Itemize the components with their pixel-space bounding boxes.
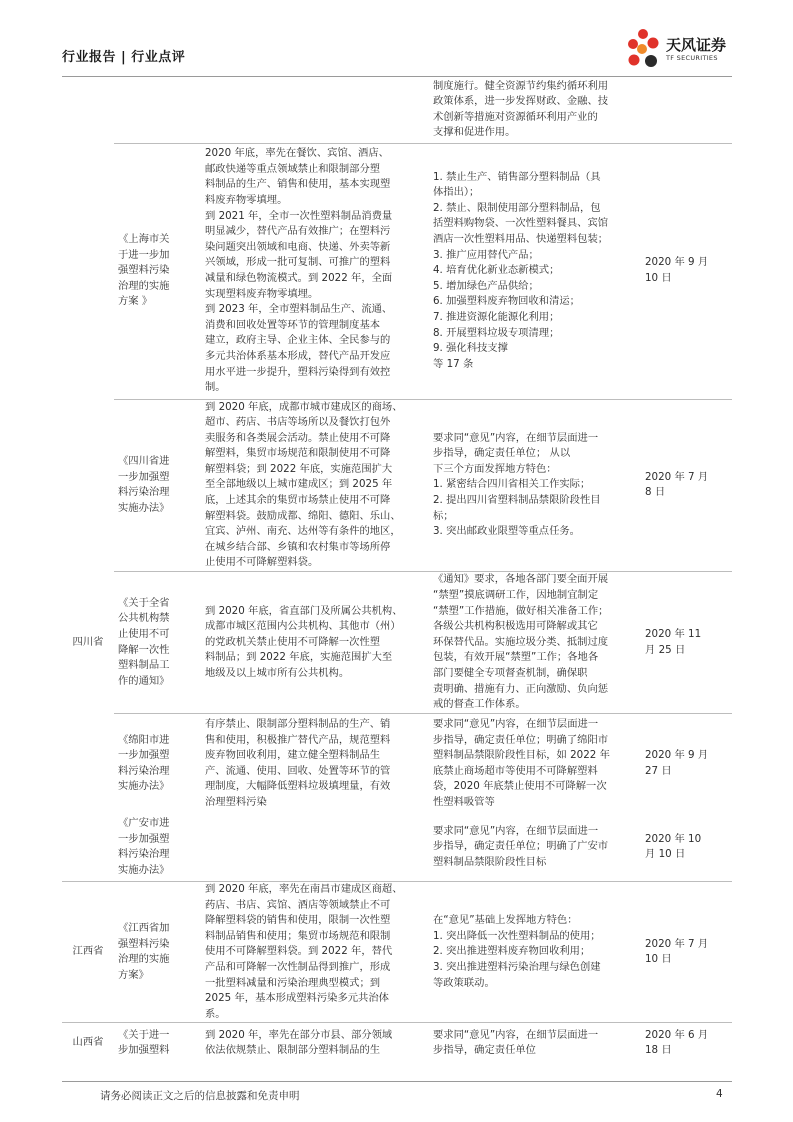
company-logo [626, 28, 738, 72]
goals-cell: 有序禁止、限制部分塑料制品的生产、销 售和使用，积极推广替代产品，规范塑料 废弃物回收利用，建立健全塑料制品生 产、流通、使用、回收、处置等环节的管 理制度，大幅降低塑料垃圾填埋量，有效 治理塑料污染 [202, 714, 430, 814]
date-cell: 2020 年 9 月 27 日 [640, 714, 732, 814]
logo-name: 天风证券 [666, 36, 727, 54]
document-cell: 《四川省进 一步加强塑 料污染治理 实施办法》 [114, 399, 202, 572]
logo-flower-icon [626, 28, 662, 72]
province-cell [62, 399, 114, 572]
table-row [62, 882, 732, 1023]
province-cell [62, 143, 114, 399]
table-row [62, 77, 732, 143]
date-cell: 2020 年 7 月 8 日 [640, 399, 732, 572]
goals-cell [202, 77, 430, 143]
document-cell: 《广安市进 一步加强塑 料污染治理 实施办法》 [118, 817, 170, 876]
policy-table [62, 77, 732, 1063]
document-cell: 《关于进一 步加强塑料 [114, 1023, 202, 1063]
measures-cell: 要求同“意见”内容，在细节层面进一 步指导，确定责任单位；明确了绵阳市 塑料制品禁限阶段性目标，如 2022 年 底禁止商场超市等使用不可降解塑料 袋，2020 年底禁止使用不可降解一次 性塑料吸管等 [430, 714, 640, 814]
goals-cell: 到 2020 年底，省直部门及所属公共机构、 成都市城区范围内公共机构、其他市（州） 的党政机关禁止使用不可降解一次性塑 料制品；到 2022 年底，实施范围扩大至 地级及以上城市所有公共机构。 [202, 572, 430, 714]
goals-cell: 到 2020 年底，成都市城市建成区的商场、 超市、药店、书店等场所以及餐饮打包外 卖服务和各类展会活动。禁止使用不可降 解塑料，集贸市场规范和限制使用不可降 解塑料袋；到 2022 年底，实施范围扩大 至全部地级以上城市建成区；到 2025 年 底，上述其余的集贸市场禁止使用不可降 解塑料袋。鼓励成都、绵阳、德阳、乐山、 宜宾、泸州、南充、达州等有条件的地区， 在城乡结合部、乡镇和农村集市等场所停 止使用不可降解塑料袋。 [202, 399, 430, 572]
disclaimer-notice: 请务必阅读正文之后的信息披露和免责申明 [100, 1090, 300, 1102]
date-cell: 2020 年 9 月 10 日 [640, 143, 732, 399]
table-row [62, 572, 732, 714]
goals-cell: 到 2020 年，率先在部分市县、部分领域 依法依规禁止、限制部分塑料制品的生 [202, 1023, 430, 1063]
table-row [62, 399, 732, 572]
province-cell [62, 714, 114, 814]
measures-cell: 《通知》要求，各地各部门要全面开展 “禁塑”摸底调研工作，因地制宜制定 “禁塑”工作措施，做好相关准备工作； 各级公共机构积极选用可降解或其它 环保替代品。实施垃圾分类、抵制过度 包装，有效开展“禁塑”工作；各地各 部门要健全专项督查机制，确保职 责明确、措施有力、正向激励、负向惩 戒的督查工作体系。 [430, 572, 640, 714]
measures-cell: 要求同“意见”内容，在细节层面进一 步指导，确定责任单位；明确了广安市 塑料制品禁限阶段性目标 [433, 824, 609, 869]
table-row [62, 814, 732, 882]
page-number: 4 [716, 1088, 723, 1100]
measures-cell: 制度施行。健全资源节约集约循环利用 政策体系，进一步发挥财政、金融、技 术创新等措施对资源循环利用产业的 支撑和促进作用。 [433, 79, 609, 139]
province-cell [62, 77, 114, 143]
document-cell: 《绵阳市进 一步加强塑 料污染治理 实施办法》 [114, 714, 202, 814]
measures-cell: 要求同“意见”内容，在细节层面进一 步指导，确定责任单位； 从以 下三个方面发挥地方特色： 1. 紧密结合四川省相关工作实际； 2. 提出四川省塑料制品禁限阶段性目 标； 3. 突出邮政业限塑等重点任务。 [430, 399, 640, 572]
table-row [62, 1023, 732, 1063]
document-cell: 《江西省加 强塑料污染 治理的实施 方案》 [114, 882, 202, 1023]
date-cell [640, 77, 732, 143]
table-row [62, 714, 732, 814]
date-cell: 2020 年 10 月 10 日 [645, 832, 702, 861]
document-cell [114, 77, 202, 143]
measures-cell: 1. 禁止生产、销售部分塑料制品（具 体指出）； 2. 禁止、限制使用部分塑料制品，包 括塑料购物袋、一次性塑料餐具、宾馆 酒店一次性塑料用品、快递塑料包装； 3. 推广应用替代产品； 4. 培育优化新业态新模式； 5. 增加绿色产品供给； 6. 加强塑料废弃物回收和清运； 7. 推进资源化能源化利用； 8. 开展塑料垃圾专项清理； 9. 强化科技支撑 等 17 条 [430, 143, 640, 399]
report-category-label: 行业报告 | 行业点评 [62, 50, 186, 65]
province-cell: 山西省 [62, 1023, 114, 1063]
goals-cell: 2020 年底，率先在餐饮、宾馆、酒店、 邮政快递等重点领域禁止和限制部分塑 料制品的生产、销售和使用，基本实现塑 料废弃物零填埋。 到 2021 年，全市一次性塑料制品消费量 明显减少，替代产品有效推广；在塑料污 染问题突出领域和电商、快递、外卖等新 兴领域，形成一批可复制、可推广的塑料 减量和绿色物流模式。到 2022 年，全面 实现塑料废弃物零填埋。 到 2023 年，全市塑料制品生产、流通、 消费和回收处置等环节的管理制度基本 建立，政府主导、企业主体、全民参与的 多元共治体系基本形成，替代产品开发应 用水平进一步提升，塑料污染得到有效控 制。 [202, 143, 430, 399]
document-cell: 《关于全省 公共机构禁 止使用不可 降解一次性 塑料制品工 作的通知》 [114, 572, 202, 714]
goals-cell [202, 814, 430, 882]
date-cell: 2020 年 7 月 10 日 [640, 882, 732, 1023]
province-cell: 四川省 [72, 635, 104, 648]
document-cell: 《上海市关 于进一步加 强塑料污染 治理的实施 方案 》 [114, 143, 202, 399]
date-cell: 2020 年 6 月 18 日 [640, 1023, 732, 1063]
date-cell: 2020 年 11 月 25 日 [640, 572, 732, 714]
province-cell: 江西省 [62, 882, 114, 1023]
measures-cell: 要求同“意见”内容，在细节层面进一 步指导，确定责任单位 [430, 1023, 640, 1063]
province-cell [62, 814, 114, 882]
table-row [62, 143, 732, 399]
logo-subtitle: TF SECURITIES [666, 54, 718, 62]
goals-cell: 到 2020 年底，率先在南昌市建成区商超、 药店、书店、宾馆、酒店等领域禁止不可 降解塑料袋的销售和使用，限制一次性塑 料制品销售和使用；集贸市场规范和限制 使用不可降解塑料袋。到 2022 年，替代 产品和可降解一次性制品得到推广，形成 一批塑料减量和污染治理典型模式；到 2025 年，基本形成塑料污染多元共治体 系。 [202, 882, 430, 1023]
measures-cell: 在“意见”基础上发挥地方特色： 1. 突出降低一次性塑料制品的使用； 2. 突出推进塑料废弃物回收利用； 3. 突出推进塑料污染治理与绿色创建 等政策联动。 [430, 882, 640, 1023]
footer-divider [62, 1081, 732, 1082]
